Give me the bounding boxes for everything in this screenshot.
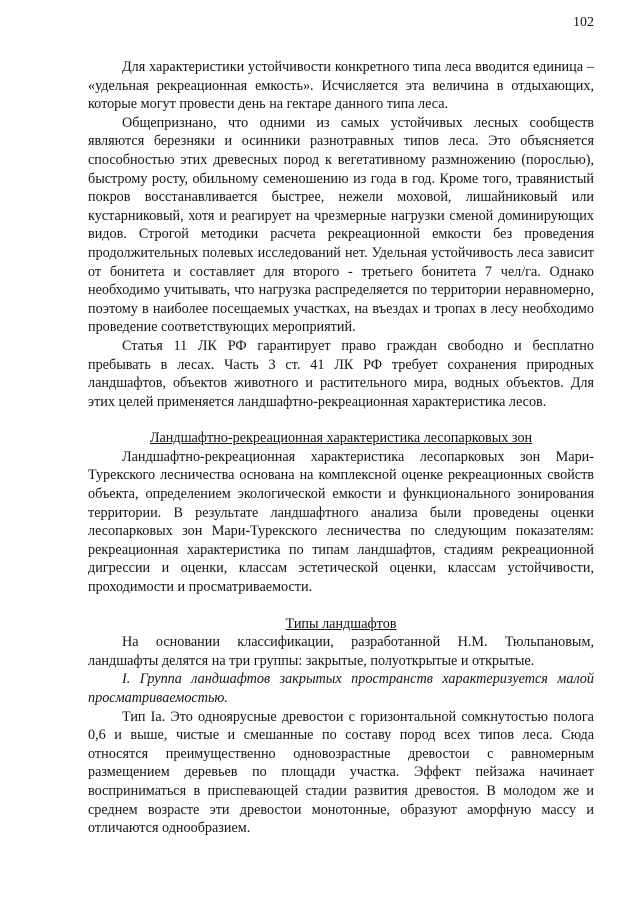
paragraph-type-ia: Тип Iа. Это одноярусные древостои с горизонтальной сомкнутостью полога 0,6 и выше, чистые и смешанные по составу пород всех типов леса. Сюда относятся преимущественно одновозрастные древостои с равномерным размещением деревьев по площади участка. Эффект пейзажа начинает восприниматься в приспевающей стадии развития древостоя. В молодом же и среднем возрасте эти древостои монотонные, образуют аморфную массу и отличаются однообразием. xyxy=(88,708,594,837)
page-number: 102 xyxy=(573,15,594,30)
paragraph-closed-landscapes-group: I. Группа ландшафтов закрытых пространств характеризуется малой просматриваемостью. xyxy=(88,671,594,706)
paragraph-stable-communities: Общепризнано, что одними из самых устойчивых лесных сообществ являются березняки и осинники разнотравных типов леса. Это объясняется способностью этих древесных пород к вегетативному размножению (порослью), быстрому росту, обильному семеношению из года в год. Кроме того, травянистый покров восстанавливается быстрее, нежели моховой, лишайниковый или кустарниковый, хотя и реагирует на чрезмерные нагрузки сменой доминирующих видов. Строгой методики расчета рекреационной емкости без проведения продолжительных полевых исследований нет. Удельная устойчивость леса зависит от бонитета и составляет для второго - третьего бонитета 7 чел/га. Однако необходимо учитывать, что нагрузка распределяется по территории неравномерно, поэтому в наиболее посещаемых участках, на въездах и тропах в лесу необходимо проведение соответствующих мероприятий. xyxy=(88,114,594,336)
paragraph-classification: На основании классификации, разработанной Н.М. Тюльпановым, ландшафты делятся на три группы: закрытые, полуоткрытые и открытые. xyxy=(88,634,594,669)
paragraph-forest-code: Статья 11 ЛК РФ гарантирует право граждан свободно и бесплатно пребывать в лесах. Часть 3 ст. 41 ЛК РФ требует сохранения природных ландшафтов, объектов животного и растительного мира, водных объектов. Для этих целей применяется ландшафтно-рекреационная характеристика лесов. xyxy=(88,337,594,410)
paragraph-landscape-characteristics: Ландшафтно-рекреационная характеристика лесопарковых зон Мари-Турекского лесничества основана на комплексной оценке рекреационных свойств объекта, определением экологической емкости и функционального зонирования территории. В результате ландшафтного анализа были проведены оценки лесопарковых зон Мари-Турекского лесничества по следующим показателям: рекреационная характеристика по типам ландшафтов, стадиям рекреационной дигрессии и оценки, классам эстетической оценки, классам устойчивости, проходимости и просматриваемости. xyxy=(88,448,594,596)
paragraph-recreational-capacity: Для характеристики устойчивости конкретного типа леса вводится единица – «удельная рекреационная емкость». Исчисляется эта величина в отдыхающих, которые могут провести день на гектаре данного типа леса. xyxy=(88,59,594,113)
document-page xyxy=(88,0,594,905)
section-heading-landscape-characteristics: Ландшафтно-рекреационная характеристика лесопарковых зон xyxy=(149,430,533,447)
page-content xyxy=(88,58,594,838)
section-heading-landscape-types: Типы ландшафтов xyxy=(285,615,397,632)
